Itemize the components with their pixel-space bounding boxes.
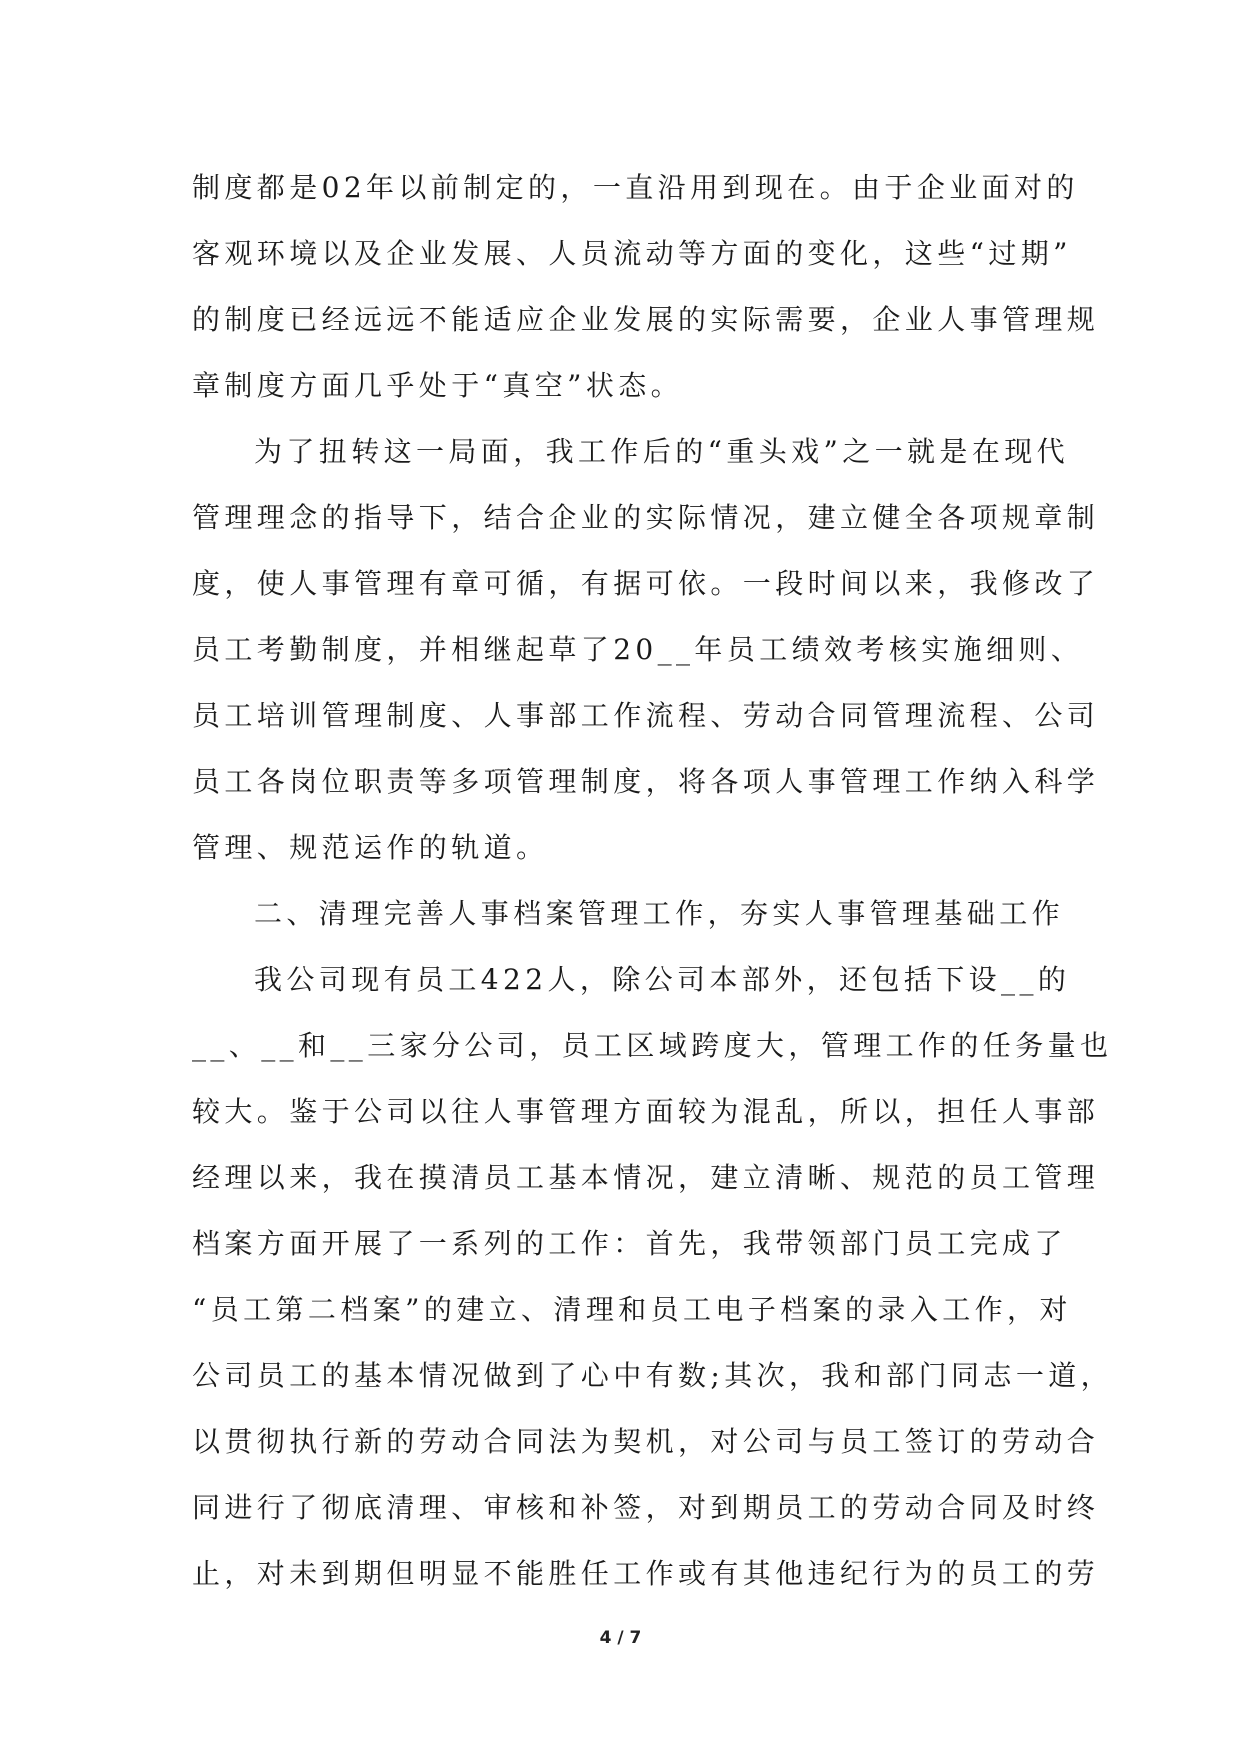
text-line: 同进行了彻底清理、审核和补签，对到期员工的劳动合同及时终 [192, 1491, 1100, 1524]
text-line: 管理理念的指导下，结合企业的实际情况，建立健全各项规章制 [192, 501, 1100, 534]
text-line: 我公司现有员工422人，除公司本部外，还包括下设__的 [254, 963, 1071, 996]
text-line: 较大。鉴于公司以往人事管理方面较为混乱，所以，担任人事部 [192, 1095, 1100, 1128]
body-text [192, 155, 1114, 1607]
text-line: 章制度方面几乎处于“真空”状态。 [192, 369, 684, 402]
text-line: 档案方面开展了一系列的工作：首先，我带领部门员工完成了 [192, 1227, 1067, 1260]
text-line: 经理以来，我在摸清员工基本情况，建立清晰、规范的员工管理 [192, 1161, 1100, 1194]
text-line: 制度都是02年以前制定的，一直沿用到现在。由于企业面对的 [192, 171, 1079, 204]
text-line: 客观环境以及企业发展、人员流动等方面的变化，这些“过期” [192, 237, 1072, 270]
text-line: 公司员工的基本情况做到了心中有数;其次，我和部门同志一道， [192, 1359, 1114, 1392]
text-line: 管理、规范运作的轨道。 [192, 831, 549, 864]
page-number: 4 / 7 [599, 1628, 642, 1648]
text-line: 的制度已经远远不能适应企业发展的实际需要，企业人事管理规 [192, 303, 1100, 336]
section-heading: 二、清理完善人事档案管理工作，夯实人事管理基础工作 [254, 897, 1065, 930]
text-line: 员工考勤制度，并相继起草了20__年员工绩效考核实施细则、 [192, 633, 1084, 666]
text-line: 员工各岗位职责等多项管理制度，将各项人事管理工作纳入科学 [192, 765, 1100, 798]
text-line: 以贯彻执行新的劳动合同法为契机，对公司与员工签订的劳动合 [192, 1425, 1100, 1458]
text-line: __、__和__三家分公司，员工区域跨度大，管理工作的任务量也 [192, 1029, 1113, 1062]
text-line: 止，对未到期但明显不能胜任工作或有其他违纪行为的员工的劳 [192, 1557, 1100, 1590]
text-line: 员工培训管理制度、人事部工作流程、劳动合同管理流程、公司 [192, 699, 1100, 732]
text-line: 为了扭转这一局面，我工作后的“重头戏”之一就是在现代 [254, 435, 1070, 468]
text-line: 度，使人事管理有章可循，有据可依。一段时间以来，我修改了 [192, 567, 1100, 600]
text-line: “员工第二档案”的建立、清理和员工电子档案的录入工作，对 [192, 1293, 1072, 1326]
